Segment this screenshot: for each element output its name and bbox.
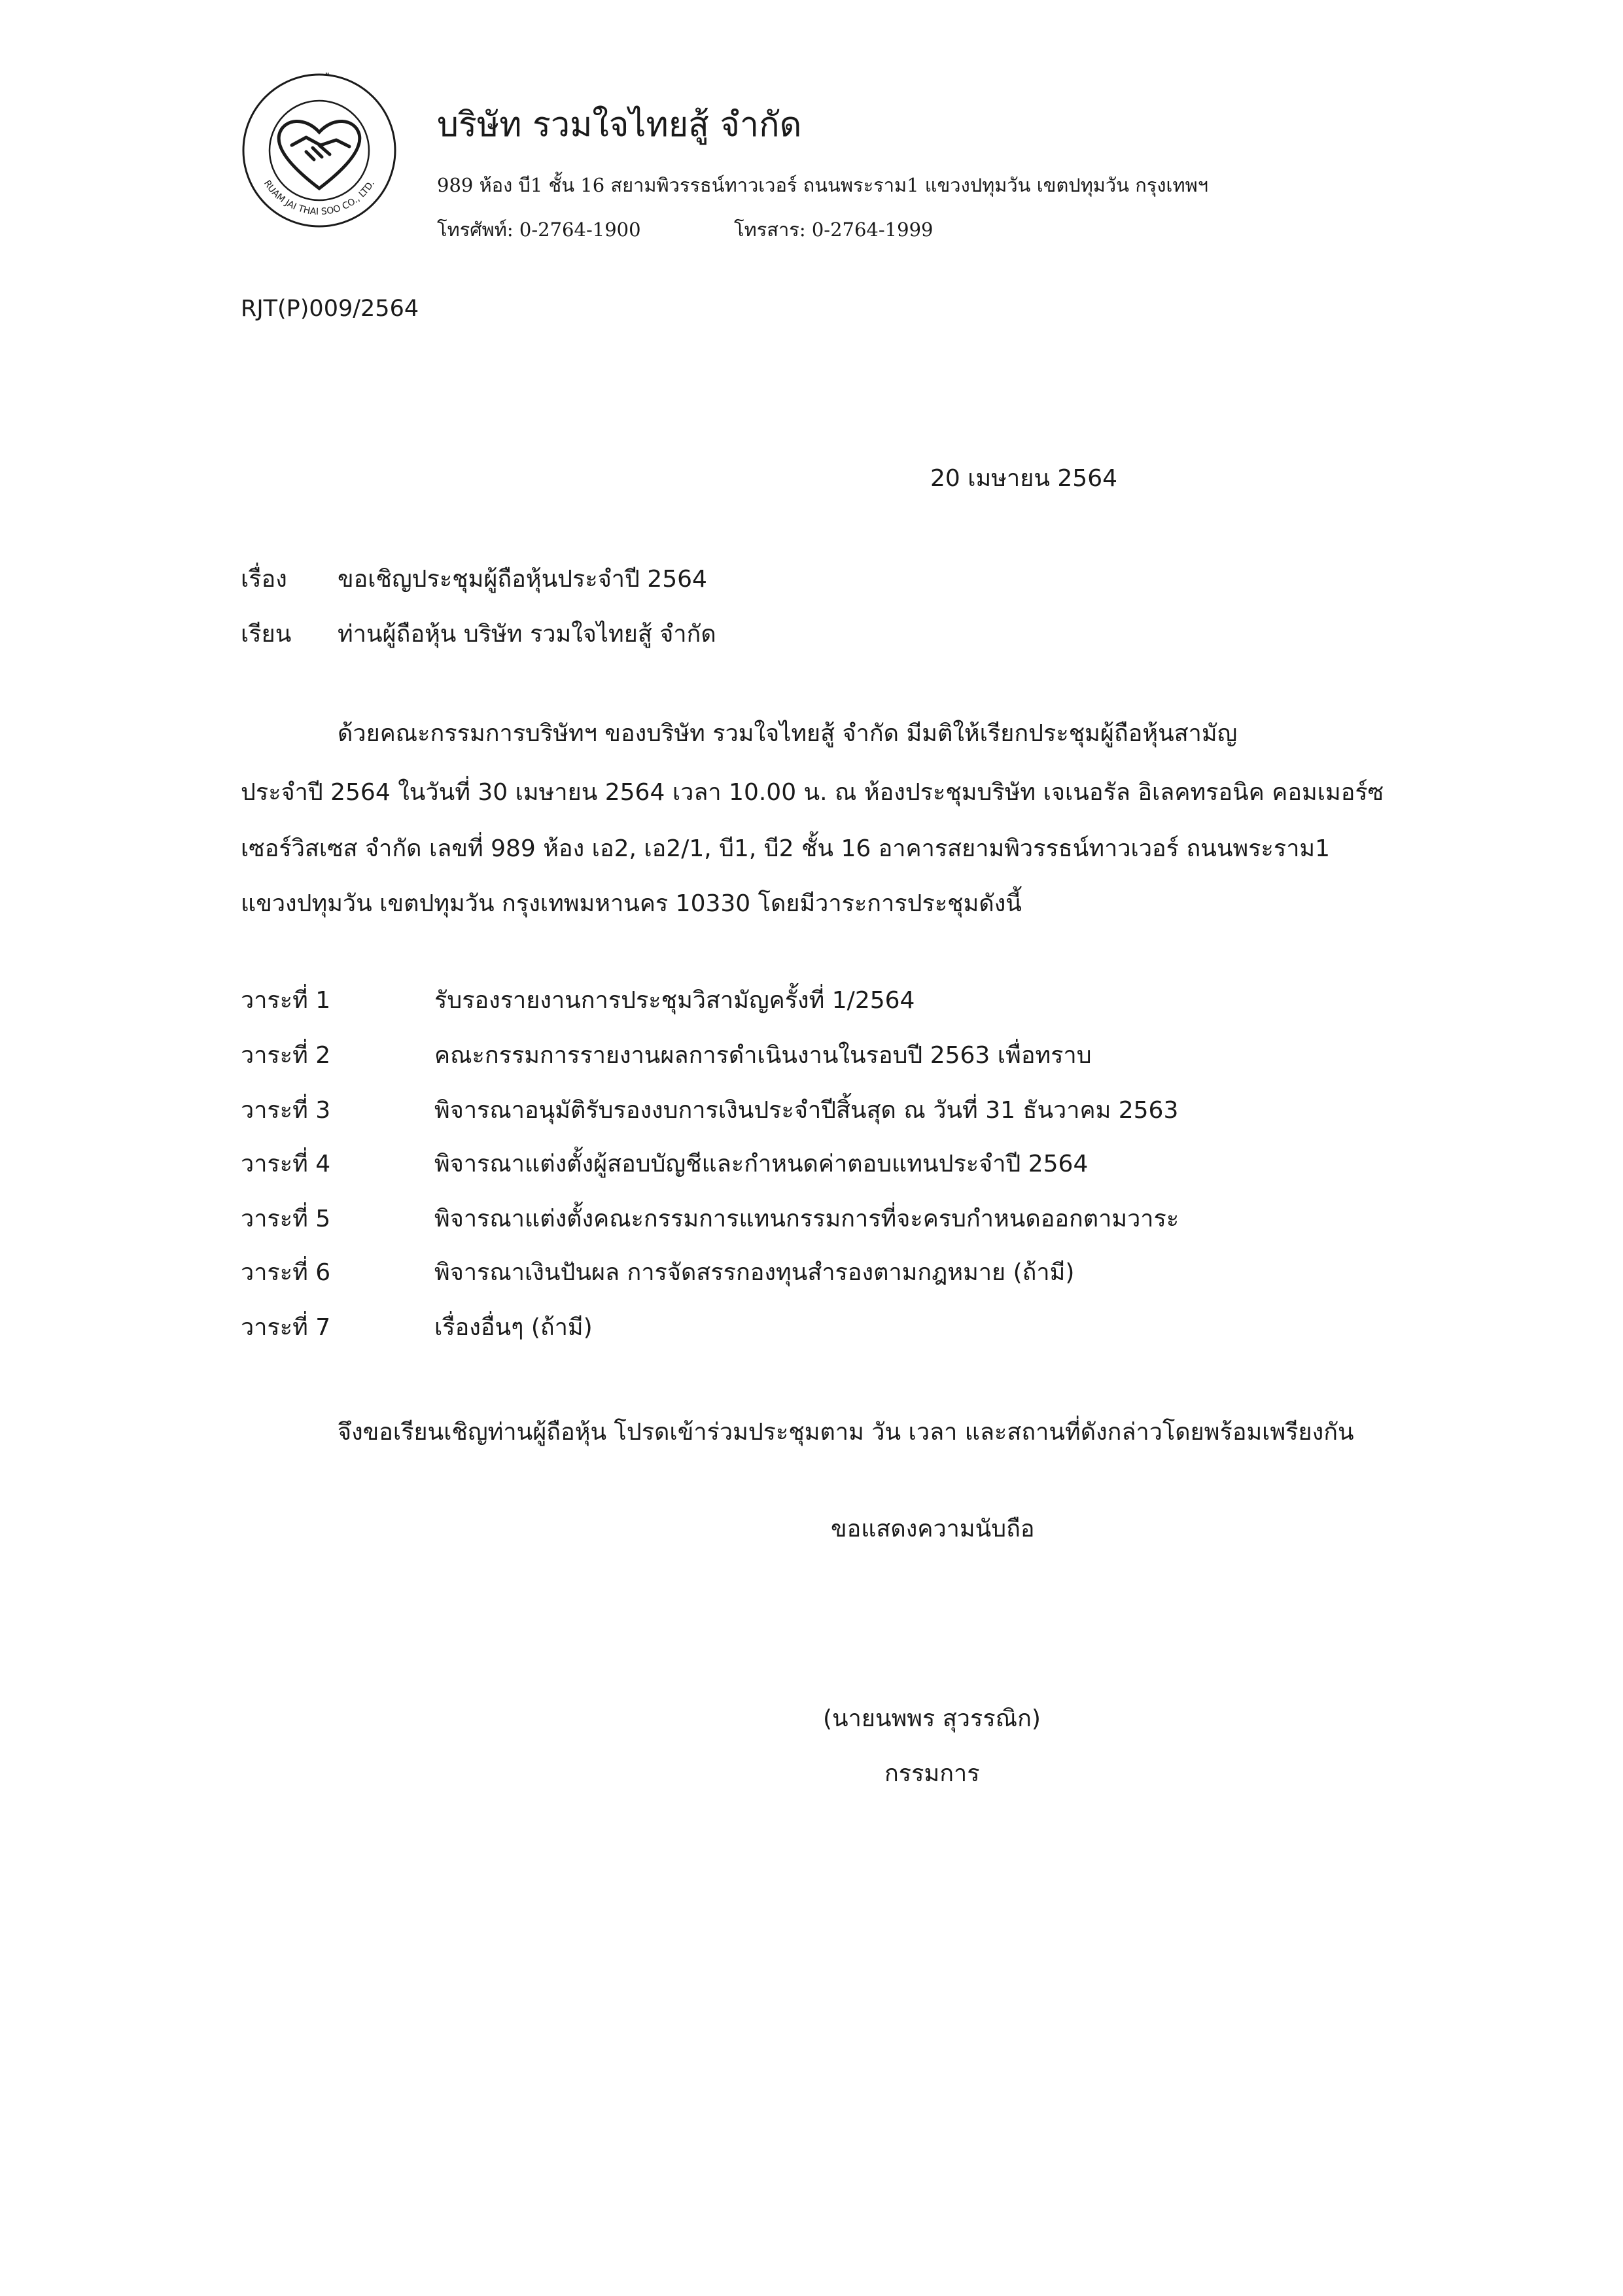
subject-text: ขอเชิญประชุมผู้ถือหุ้นประจำปี 2564 [338,566,707,593]
agenda-item: พิจารณาแต่งตั้งคณะกรรมการแทนกรรมการที่จะครบกำหนดออกตามวาระ [434,1206,1179,1232]
agenda-label: วาระที่ 2 [241,1042,331,1069]
logo-text-bottom: RUAM JAI THAI SOO CO., LTD. [261,178,377,218]
company-logo [241,72,398,229]
paragraph-line: เซอร์วิสเซส จำกัด เลขที่ 989 ห้อง เอ2, เอ2/1, บี1, บี2 ชั้น 16 อาคารสยามพิวรรธน์ทาวเวอร์ ถนนพระราม1 [241,835,1331,862]
paragraph-line: ด้วยคณะกรรมการบริษัทฯ ของบริษัท รวมใจไทยสู้ จำกัด มีมติให้เรียกประชุมผู้ถือหุ้นสามัญ [338,720,1238,747]
closing-sentence: จึงขอเรียนเชิญท่านผู้ถือหุ้น โปรดเข้าร่วมประชุมตาม วัน เวลา และสถานที่ดังกล่าวโดยพร้อมเพรียงกัน [338,1419,1354,1446]
agenda-item: รับรองรายงานการประชุมวิสามัญครั้งที่ 1/2564 [434,987,915,1014]
recipient-label: เรียน [241,621,292,648]
svg-text:RUAM JAI THAI SOO CO., LTD. [262,179,377,217]
agenda-item: พิจารณาแต่งตั้งผู้สอบบัญชีและกำหนดค่าตอบแทนประจำปี 2564 [434,1151,1089,1177]
subject-label: เรื่อง [241,566,287,593]
company-name: บริษัท รวมใจไทยสู้ จำกัด [437,105,802,145]
agenda-label: วาระที่ 3 [241,1097,331,1124]
agenda-label: วาระที่ 1 [241,987,331,1014]
paragraph-line: ประจำปี 2564 ในวันที่ 30 เมษายน 2564 เวลา 10.00 น. ณ ห้องประชุมบริษัท เจเนอรัล อิเลคทรอนิค คอมเมอร์ซ [241,779,1384,806]
company-address: 989 ห้อง บี1 ชั้น 16 สยามพิวรรธน์ทาวเวอร์ ถนนพระราม1 แขวงปทุมวัน เขตปทุมวัน กรุงเทพฯ [437,174,1208,196]
letter-date: 20 เมษายน 2564 [930,465,1117,492]
regards: ขอแสดงความนับถือ [831,1516,1035,1542]
handshake-heart-seal-icon [241,72,398,229]
recipient-text: ท่านผู้ถือหุ้น บริษัท รวมใจไทยสู้ จำกัด [338,621,716,648]
reference-number: RJT(P)009/2564 [241,296,419,322]
agenda-item: พิจารณาเงินปันผล การจัดสรรกองทุนสำรองตามกฎหมาย (ถ้ามี) [434,1259,1075,1286]
logo-text-top [241,72,360,75]
agenda-label: วาระที่ 7 [241,1314,331,1341]
agenda-item: เรื่องอื่นๆ (ถ้ามี) [434,1314,593,1341]
company-phone: โทรศัพท์: 0-2764-1900 [437,218,641,241]
agenda-item: คณะกรรมการรายงานผลการดำเนินงานในรอบปี 2563 เพื่อทราบ [434,1042,1092,1069]
signer-name: (นายนพพร สุวรรณิก) [823,1705,1041,1732]
agenda-label: วาระที่ 4 [241,1151,331,1177]
paragraph-line: แขวงปทุมวัน เขตปทุมวัน กรุงเทพมหานคร 10330 โดยมีวาระการประชุมดังนี้ [241,890,1022,917]
signer-title: กรรมการ [884,1760,980,1787]
agenda-item: พิจารณาอนุมัติรับรองงบการเงินประจำปีสิ้นสุด ณ วันที่ 31 ธันวาคม 2563 [434,1097,1179,1124]
agenda-label: วาระที่ 6 [241,1259,331,1286]
company-fax: โทรสาร: 0-2764-1999 [734,218,934,241]
agenda-label: วาระที่ 5 [241,1206,331,1232]
